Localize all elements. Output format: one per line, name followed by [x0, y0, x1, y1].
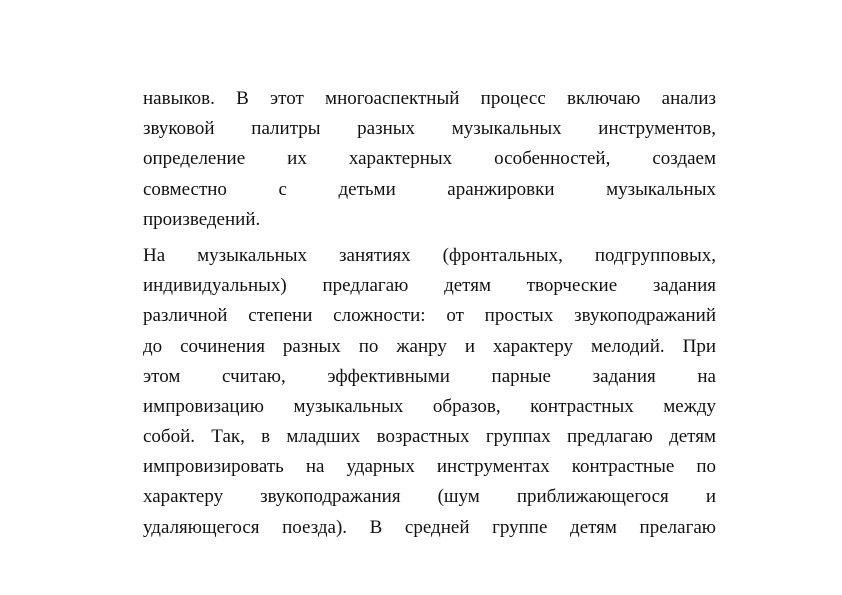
paragraph-2 [143, 241, 716, 543]
text-line: произведений. [143, 208, 261, 230]
text-line: собой. Так, в младших возрастных группах предлагаю детям [143, 426, 716, 448]
paragraph-1 [143, 84, 716, 235]
text-line: индивидуальных) предлагаю детям творческие задания [143, 275, 716, 297]
text-line: импровизацию музыкальных образов, контрастных между [143, 395, 716, 417]
text-line: совместно с детьми аранжировки музыкальных [143, 178, 716, 200]
document-text [143, 84, 716, 549]
text-line: импровизировать на ударных инструментах контрастные по [143, 456, 716, 478]
text-line: удаляющегося поезда). В средней группе детям прелагаю [143, 516, 716, 538]
text-line: определение их характерных особенностей, создаем [143, 148, 716, 170]
text-line: различной степени сложности: от простых звукоподражаний [143, 305, 716, 327]
text-line: этом считаю, эффективными парные задания на [143, 365, 716, 387]
text-line: На музыкальных занятиях (фронтальных, подгрупповых, [143, 244, 716, 266]
text-line: навыков. В этот многоаспектный процесс включаю анализ [143, 88, 716, 109]
text-line: звуковой палитры разных музыкальных инструментов, [143, 118, 716, 140]
text-line: до сочинения разных по жанру и характеру мелодий. При [143, 335, 716, 357]
text-line: характеру звукоподражания (шум приближающегося и [143, 486, 716, 508]
